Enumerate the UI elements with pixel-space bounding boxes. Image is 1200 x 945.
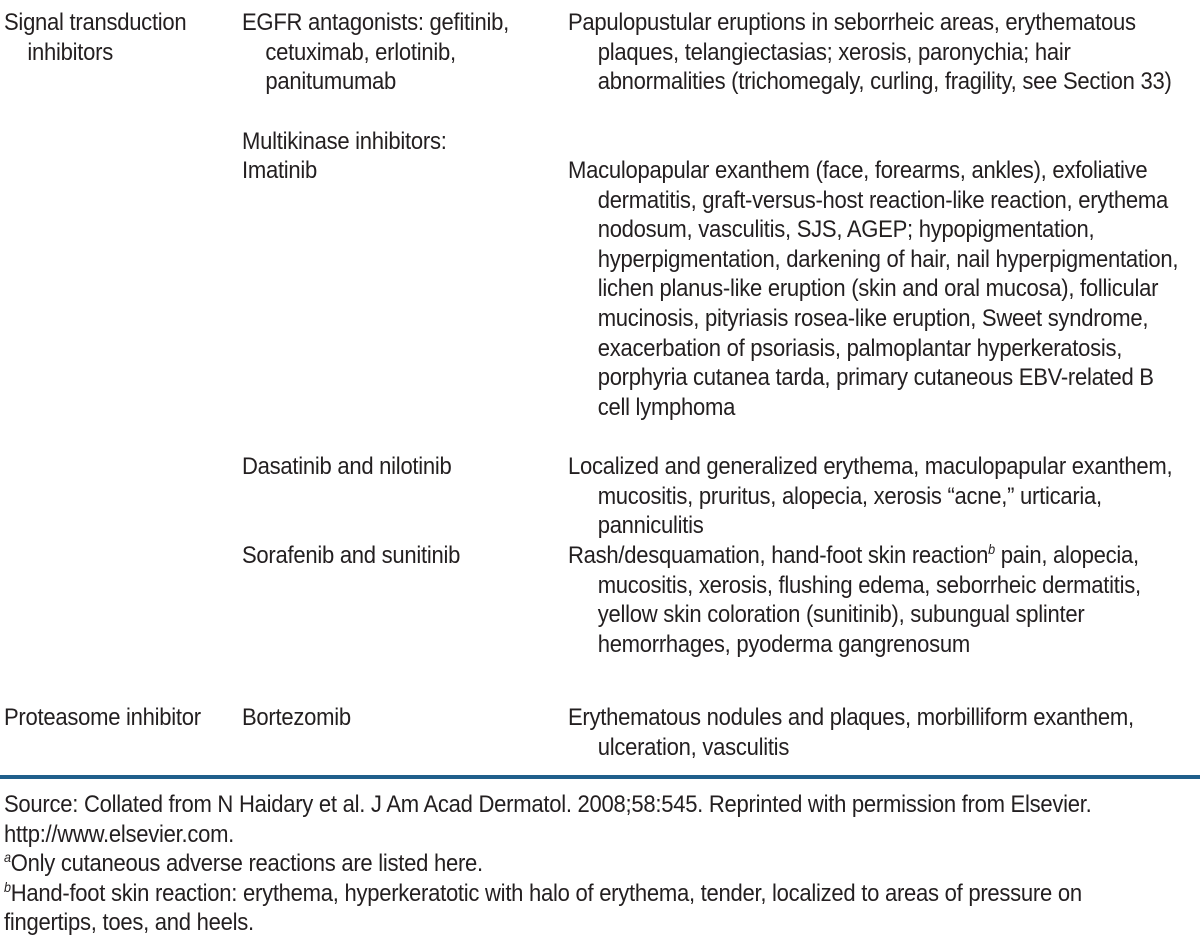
drug-multikinase-heading: Multikinase inhibitors: — [242, 128, 447, 155]
drug-sorafenib-sunitinib: Sorafenib and sunitinib — [242, 542, 461, 569]
reactions-sorafenib-text-1: Rash/desquamation, hand-foot skin reaction — [568, 542, 989, 569]
reactions-egfr-antagonists: Papulopustular eruptions in seborrheic areas, erythematous plaques, telangiectasias; xerosis, paronychia; hair abnormalities (trichomegaly, curling, fragility, see Section 33) — [568, 9, 1172, 96]
reactions-bortezomib: Erythematous nodules and plaques, morbilliform exanthem, ulceration, vasculitis — [568, 704, 1134, 761]
reactions-dasatinib-nilotinib: Localized and generalized erythema, maculopapular exanthem, mucositis, pruritus, alopecia, xerosis “acne,” urticaria, panniculitis — [568, 453, 1173, 540]
reactions-imatinib: Maculopapular exanthem (face, forearms, ankles), exfoliative dermatitis, graft-versus-host reaction-like reaction, erythema nodosum, vasculitis, SJS, AGEP; hypopigmentation, hyperpigmentation, darkening of hair, nail hyperpigmentation, lichen planus-like eruption (skin and oral mucosa), follicular mucinosis, pityriasis rosea-like eruption, Sweet syndrome, exacerbation of psoriasis, palmoplantar hyperkeratosis, porphyria cutanea tarda, primary cutaneous EBV-related B cell lymphoma — [568, 157, 1179, 421]
drug-egfr-antagonists: EGFR antagonists: gefitinib, cetuximab, erlotinib, panitumumab — [242, 9, 509, 96]
footnote-b — [4, 879, 1165, 938]
footnote-a — [4, 849, 1165, 879]
footnotes — [4, 790, 1165, 938]
drug-bortezomib: Bortezomib — [242, 704, 351, 731]
category-signal-transduction: Signal transduction inhibitors — [4, 9, 187, 66]
footnote-a-mark: a — [4, 849, 11, 865]
source-note: Source: Collated from N Haidary et al. J Am Acad Dermatol. 2008;58:545. Reprinted with permission from Elsevier. http://www.elsevier.com. — [4, 791, 1092, 848]
footnote-a-text: Only cutaneous adverse reactions are listed here. — [10, 850, 483, 877]
footnote-b-text: Hand-foot skin reaction: erythema, hyperkeratotic with halo of erythema, tender, localized to areas of pressure on fingertips, toes, and heels. — [4, 879, 1082, 936]
footnote-b-reference: b — [988, 541, 995, 557]
table-bottom-rule — [0, 775, 1200, 779]
category-proteasome-inhibitor: Proteasome inhibitor — [4, 704, 201, 731]
drug-dasatinib-nilotinib: Dasatinib and nilotinib — [242, 453, 452, 480]
reactions-sorafenib-sunitinib — [568, 541, 1183, 659]
drug-imatinib: Imatinib — [242, 157, 318, 184]
reactions-sorafenib-text-2: pain, alopecia, mucositis, xerosis, flushing edema, seborrheic dermatitis, yellow skin coloration (sunitinib), subungual splinter hemorrhages, pyoderma gangrenosum — [597, 542, 1141, 658]
footnote-b-mark: b — [4, 878, 11, 895]
